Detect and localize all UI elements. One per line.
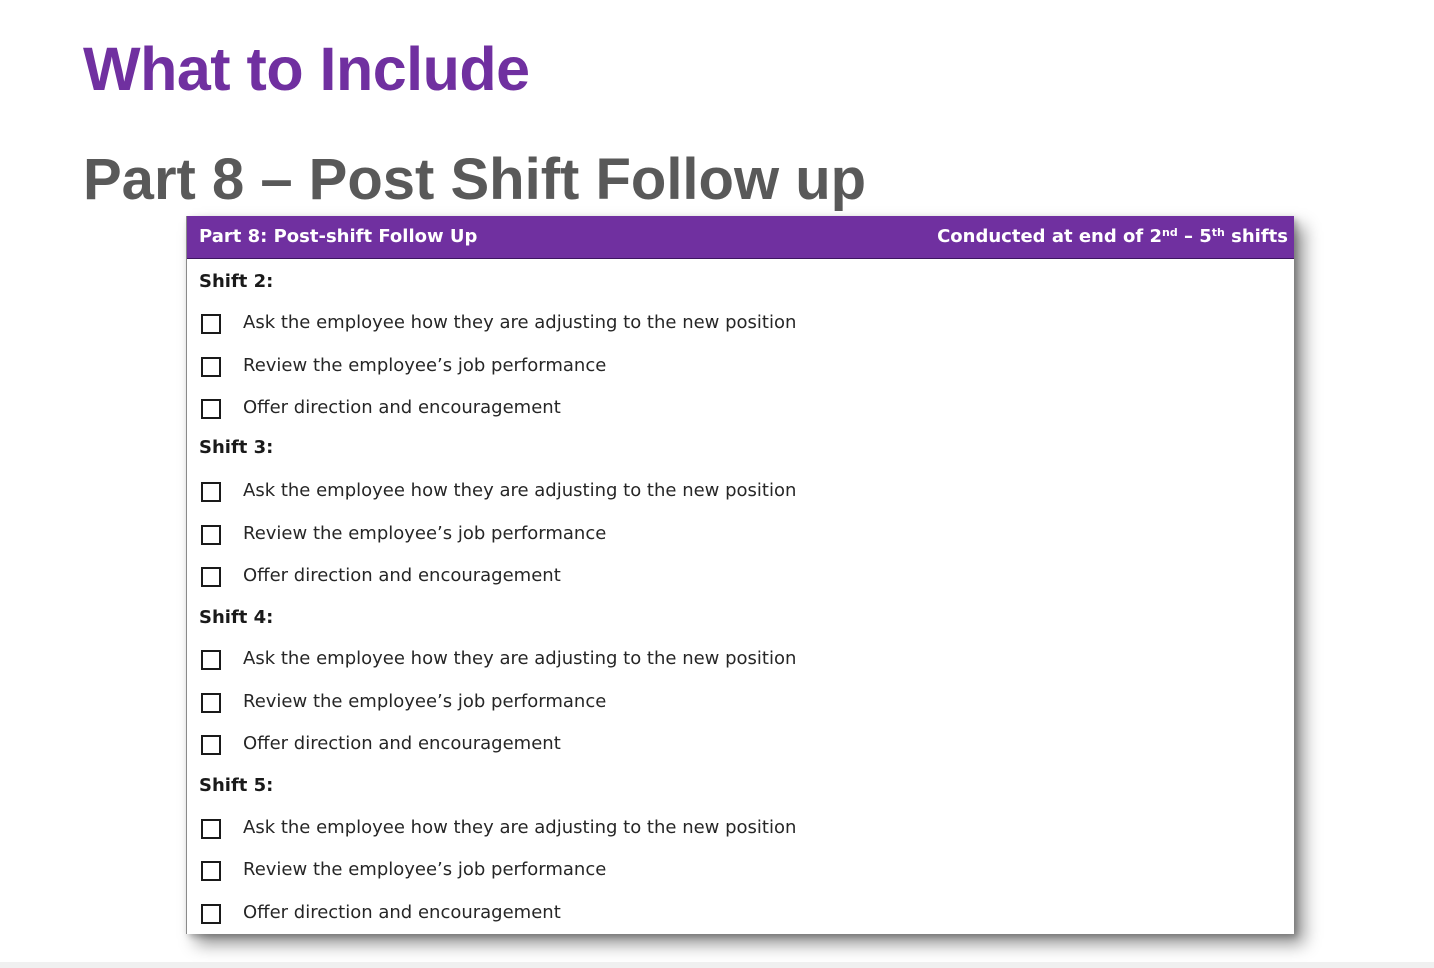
section-label-shift-4: Shift 4: (199, 607, 274, 628)
checklist-item-label: Ask the employee how they are adjusting to the new position (243, 480, 797, 501)
checklist-item-label: Offer direction and encouragement (243, 902, 561, 923)
checklist-item[interactable] (199, 731, 919, 759)
checkbox[interactable] (201, 819, 221, 839)
section-label-shift-5: Shift 5: (199, 775, 274, 796)
checkbox[interactable] (201, 357, 221, 377)
checkbox[interactable] (201, 693, 221, 713)
checkbox[interactable] (201, 861, 221, 881)
checklist-item[interactable] (199, 521, 919, 549)
checklist-item[interactable] (199, 857, 919, 885)
form-header-note (937, 226, 1288, 247)
checkbox[interactable] (201, 525, 221, 545)
checklist-item-label: Ask the employee how they are adjusting to the new position (243, 312, 797, 333)
checklist-item[interactable] (199, 689, 919, 717)
checklist-item[interactable] (199, 310, 919, 338)
form-header (187, 216, 1294, 259)
checklist-item-label: Review the employee’s job performance (243, 355, 607, 376)
checklist-item-label: Offer direction and encouragement (243, 733, 561, 754)
checkbox[interactable] (201, 482, 221, 502)
checklist-item-label: Review the employee’s job performance (243, 859, 607, 880)
checklist-item[interactable] (199, 478, 919, 506)
checklist-item-label: Offer direction and encouragement (243, 565, 561, 586)
checkbox[interactable] (201, 314, 221, 334)
form-header-note-sup-th: th (1211, 226, 1225, 239)
checklist-item-label: Ask the employee how they are adjusting to the new position (243, 648, 797, 669)
slide-bottom-edge (0, 962, 1434, 968)
section-label-shift-3: Shift 3: (199, 437, 274, 458)
checkbox[interactable] (201, 904, 221, 924)
checkbox[interactable] (201, 735, 221, 755)
checkbox[interactable] (201, 399, 221, 419)
slide-title: What to Include (83, 35, 530, 103)
checklist-item-label: Offer direction and encouragement (243, 397, 561, 418)
checklist-item[interactable] (199, 563, 919, 591)
slide-subtitle: Part 8 – Post Shift Follow up (83, 147, 867, 212)
checkbox[interactable] (201, 650, 221, 670)
form-header-note-prefix: Conducted at end of 2 (937, 226, 1162, 247)
form-header-note-sup-nd: nd (1162, 226, 1178, 239)
checklist-item[interactable] (199, 646, 919, 674)
form-header-note-suffix: shifts (1224, 226, 1288, 247)
checklist-form (186, 216, 1294, 934)
checklist-item-label: Ask the employee how they are adjusting to the new position (243, 817, 797, 838)
checklist-item-label: Review the employee’s job performance (243, 691, 607, 712)
section-label-shift-2: Shift 2: (199, 271, 274, 292)
form-header-note-middle: – 5 (1177, 226, 1212, 247)
form-header-title: Part 8: Post-shift Follow Up (199, 226, 478, 247)
checkbox[interactable] (201, 567, 221, 587)
checklist-item[interactable] (199, 815, 919, 843)
checklist-item-label: Review the employee’s job performance (243, 523, 607, 544)
checklist-item[interactable] (199, 900, 919, 928)
checklist-item[interactable] (199, 353, 919, 381)
checklist-item[interactable] (199, 395, 919, 423)
